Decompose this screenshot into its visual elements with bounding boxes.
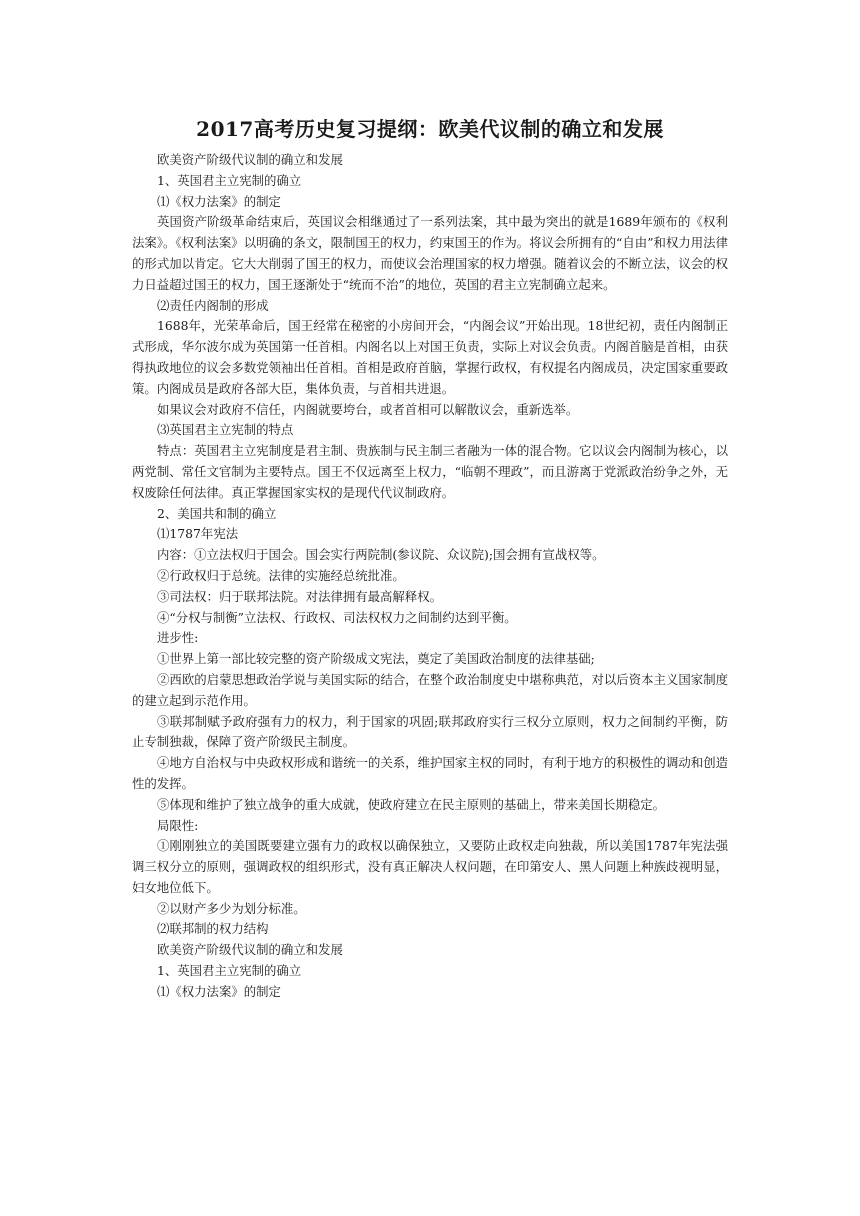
paragraph: ⑴《权力法案》的制定 — [157, 983, 281, 999]
paragraph: ⑴1787年宪法 — [157, 526, 239, 542]
paragraph: ⑵联邦制的权力结构 — [157, 921, 269, 937]
paragraph: 英国资产阶级革命结束后，英国议会相继通过了一系列法案，其中最为突出的就是1689年颁布的《权利法案》。《权利法案》以明确的条文，限制国王的权力，约束国王的作为。将议会所拥有的“自由”和权力用法律的形式加以肯定。它大大削弱了国王的权力，而使议会治理国家的权力增强。随着议会的不断立法，议会的权力日益超过国王的权力，国王逐渐处于“统而不治”的地位，英国的君主立宪制确立起来。 — [132, 214, 728, 292]
paragraph: ④地方自治权与中央政权形成和谐统一的关系，维护国家主权的同时，有利于地方的积极性的调动和创造性的发挥。 — [132, 755, 728, 791]
paragraph: ③司法权：归于联邦法院。对法律拥有最高解释权。 — [157, 588, 442, 604]
document-body — [132, 150, 728, 1003]
paragraph: ⑴《权力法案》的制定 — [157, 193, 281, 209]
paragraph: 特点：英国君主立宪制度是君主制、贵族制与民主制三者融为一体的混合物。它以议会内阁制为核心，以两党制、常任文官制为主要特点。国王不仅远离至上权力，“临朝不理政”，而且游离于党派政治纷争之外，无权废除任何法律。真正掌握国家实权的是现代代议制政府。 — [132, 443, 728, 500]
paragraph: 进步性: — [157, 630, 199, 646]
paragraph: 欧美资产阶级代议制的确立和发展 — [157, 152, 343, 167]
paragraph: ⑶英国君主立宪制的特点 — [157, 422, 294, 438]
paragraph: ③联邦制赋予政府强有力的权力，利于国家的巩固;联邦政府实行三权分立原则，权力之间制约平衡，防止专制独裁，保障了资产阶级民主制度。 — [132, 713, 728, 750]
document-title: 2017高考历史复习提纲：欧美代议制的确立和发展 — [196, 117, 664, 141]
paragraph: 内容：①立法权归于国会。国会实行两院制(参议院、众议院);国会拥有宣战权等。 — [157, 547, 605, 563]
paragraph: 1688年，光荣革命后，国王经常在秘密的小房间开会，“内阁会议”开始出现。18世纪初，责任内阁制正式形成，华尔波尔成为英国第一任首相。内阁名以上对国王负责，实际上对议会负责。内阁首脑是首相，由获得执政地位的议会多数党领袖出任首相。首相是政府首脑，掌握行政权，有权提名内阁成员，决定国家重要政策。内阁成员是政府各部大臣，集体负责，与首相共进退。 — [132, 318, 728, 396]
paragraph: ⑤体现和维护了独立战争的重大成就，使政府建立在民主原则的基础上，带来美国长期稳定。 — [157, 796, 666, 812]
paragraph: ⑵责任内阁制的形成 — [157, 297, 269, 313]
paragraph: 欧美资产阶级代议制的确立和发展 — [157, 942, 343, 958]
paragraph: 2、美国共和制的确立 — [157, 505, 277, 521]
paragraph: ②以财产多少为划分标准。 — [157, 900, 306, 916]
paragraph: ④“分权与制衡”立法权、行政权、司法权权力之间制约达到平衡。 — [157, 609, 517, 625]
paragraph: ②行政权归于总统。法律的实施经总统批准。 — [157, 567, 405, 583]
paragraph: ①刚刚独立的美国既要建立强有力的政权以确保独立，又要防止政权走向独裁，所以美国1787年宪法强调三权分立的原则，强调政权的组织形式，没有真正解决人权问题，在印第安人、黑人问题上种族歧视明显，妇女地位低下。 — [132, 838, 728, 895]
paragraph: 1、英国君主立宪制的确立 — [157, 172, 302, 188]
paragraph: 如果议会对政府不信任，内阁就要垮台，或者首相可以解散议会，重新选举。 — [157, 401, 579, 417]
paragraph: 局限性: — [157, 817, 199, 833]
paragraph: 1、英国君主立宪制的确立 — [157, 963, 302, 979]
paragraph: ②西欧的启蒙思想政治学说与美国实际的结合，在整个政治制度史中堪称典范，对以后资本主义国家制度的建立起到示范作用。 — [132, 671, 728, 708]
paragraph: ①世界上第一部比较完整的资产阶级成文宪法，奠定了美国政治制度的法律基础; — [157, 651, 595, 667]
